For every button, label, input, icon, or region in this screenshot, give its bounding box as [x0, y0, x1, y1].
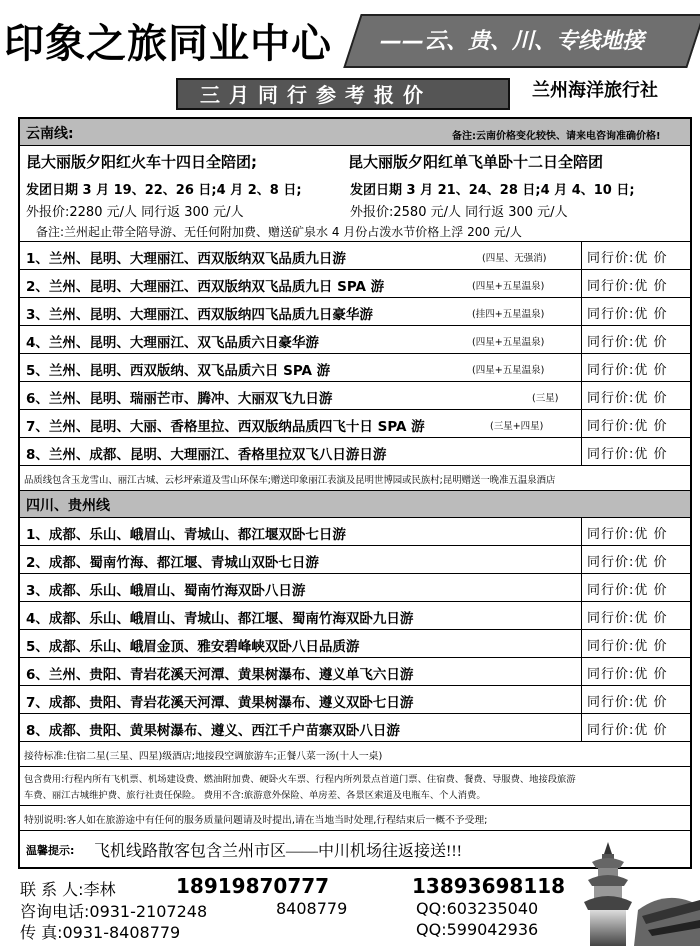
column-divider [581, 546, 582, 573]
column-divider [581, 270, 582, 297]
route-name: 5、成都、乐山、峨眉金顶、雅安碧峰峡双卧八日品质游 [26, 639, 360, 655]
route-tag: (四星+五星温泉) [472, 281, 545, 292]
left-tour-price: 外报价:2280 元/人 同行返 300 元/人 [26, 205, 244, 220]
brand-title: 印象之旅同业中心 [4, 21, 332, 67]
table-row [20, 630, 690, 658]
route-price: 同行价:优 价 [587, 611, 668, 626]
route-price: 同行价:优 价 [587, 639, 668, 654]
group-tour-remark: 备注:兰州起止带全陪导游、无任何附加费、赠送矿泉水 4 月份占泼水节价格上浮 200 元/人 [36, 225, 522, 239]
column-divider [581, 574, 582, 601]
price-table [18, 117, 692, 869]
table-row [20, 438, 690, 466]
route-name: 8、成都、贵阳、黄果树瀑布、遵义、西江千户苗寨双卧八日游 [26, 723, 400, 739]
qq-2: QQ:599042936 [416, 920, 539, 939]
table-row [20, 242, 690, 270]
route-tag: (四星+五星温泉) [472, 337, 545, 348]
sichuan-section-header [20, 491, 690, 518]
subtitle: 三月同行参考报价 [200, 83, 432, 107]
route-name: 8、兰州、成都、昆明、大理丽江、香格里拉双飞八日游日游 [26, 447, 387, 463]
table-row [20, 382, 690, 410]
column-divider [581, 410, 582, 437]
route-price: 同行价:优 价 [587, 279, 668, 294]
table-row [20, 326, 690, 354]
column-divider [581, 602, 582, 629]
column-divider [581, 518, 582, 545]
fee-row [20, 767, 690, 806]
table-row [20, 410, 690, 438]
column-divider [581, 438, 582, 465]
route-price: 同行价:优 价 [587, 723, 668, 738]
route-price: 同行价:优 价 [587, 667, 668, 682]
route-name: 3、成都、乐山、峨眉山、蜀南竹海双卧八日游 [26, 583, 306, 599]
table-row [20, 686, 690, 714]
route-tag: (四星、无强消) [482, 253, 547, 264]
table-row [20, 518, 690, 546]
route-price: 同行价:优 价 [587, 307, 668, 322]
table-row [20, 658, 690, 686]
route-name: 1、成都、乐山、峨眉山、青城山、都江堰双卧七日游 [26, 527, 346, 543]
yunnan-section-note: 备注:云南价格变化较快、请来电咨询准确价格! [452, 131, 661, 142]
route-name: 2、成都、蜀南竹海、都江堰、青城山双卧七日游 [26, 555, 319, 571]
route-price: 同行价:优 价 [587, 363, 668, 378]
column-divider [581, 326, 582, 353]
sichuan-section-title: 四川、贵州线 [26, 498, 110, 514]
tip-text: 飞机线路散客包含兰州市区——中川机场往返接送!!! [94, 843, 462, 860]
table-row [20, 298, 690, 326]
agency-name: 兰州海洋旅行社 [532, 80, 658, 101]
route-name: 1、兰州、昆明、大理丽江、西双版纳双飞品质九日游 [26, 251, 346, 267]
route-name: 7、兰州、昆明、大丽、香格里拉、西双版纳品质四飞十日 SPA 游 [26, 419, 425, 435]
fee-line-1: 包含费用:行程内所有飞机票、机场建设费、燃油附加费、硬卧火车票、行程内所列景点首道门票、住宿费、餐费、导服费、地接段旅游 [24, 774, 576, 785]
route-name: 2、兰州、昆明、大理丽江、西双版纳双飞品质九日 SPA 游 [26, 279, 385, 295]
route-tag: (三星) [532, 393, 559, 404]
consult-phone-2: 8408779 [276, 899, 348, 918]
fee-line-2: 车费、丽江古城维护费、旅行社责任保险。 费用不含:旅游意外保险、单房差、各景区索道及电瓶车、个人消费。 [24, 790, 486, 801]
mobile-2: 13893698118 [412, 874, 566, 898]
left-tour-title: 昆大丽版夕阳红火车十四日全陪团; [26, 153, 258, 171]
route-price: 同行价:优 价 [587, 527, 668, 542]
reception-standard-row [20, 742, 690, 767]
column-divider [581, 658, 582, 685]
route-tag: (四星+五星温泉) [472, 365, 545, 376]
group-tour-block [20, 145, 690, 242]
route-name: 4、成都、乐山、峨眉山、青城山、都江堰、蜀南竹海双卧九日游 [26, 611, 414, 627]
route-tag: (三星+四星) [490, 421, 544, 432]
column-divider [581, 354, 582, 381]
special-note: 特别说明:客人如在旅游途中有任何的服务质量问题请及时提出,请在当地当时处理,行程结束后一概不予受理; [24, 815, 488, 826]
route-price: 同行价:优 价 [587, 251, 668, 266]
route-name: 5、兰州、昆明、西双版纳、双飞品质六日 SPA 游 [26, 363, 331, 379]
route-price: 同行价:优 价 [587, 695, 668, 710]
right-tour-dates: 发团日期 3 月 21、24、28 日;4 月 4、10 日; [350, 183, 635, 198]
route-tag: (挂四+五星温泉) [472, 309, 545, 320]
tagline: ——云、贵、川、专线地接 [380, 29, 645, 54]
column-divider [581, 382, 582, 409]
table-row [20, 270, 690, 298]
route-price: 同行价:优 价 [587, 335, 668, 350]
table-row [20, 602, 690, 630]
route-price: 同行价:优 价 [587, 583, 668, 598]
route-price: 同行价:优 价 [587, 419, 668, 434]
special-note-row [20, 806, 690, 831]
column-divider [581, 630, 582, 657]
column-divider [581, 686, 582, 713]
route-name: 6、兰州、昆明、瑞丽芒市、腾冲、大丽双飞九日游 [26, 391, 333, 407]
quality-note: 品质线包含玉龙雪山、丽江古城、云杉坪索道及雪山环保车;赠送印象丽江表演及昆明世博园或民族村;昆明赠送一晚准五温泉酒店 [24, 475, 556, 486]
consult-phone: 咨询电话:0931-2107248 [20, 902, 208, 921]
table-row [20, 714, 690, 742]
column-divider [581, 298, 582, 325]
route-name: 4、兰州、昆明、大理丽江、双飞品质六日豪华游 [26, 335, 319, 351]
tip-label: 温馨提示: [26, 844, 75, 857]
fax: 传 真:0931-8408779 [20, 923, 181, 942]
route-price: 同行价:优 价 [587, 555, 668, 570]
route-name: 6、兰州、贵阳、青岩花溪天河潭、黄果树瀑布、遵义单飞六日游 [26, 667, 414, 683]
left-tour-dates: 发团日期 3 月 19、22、26 日;4 月 2、8 日; [26, 183, 302, 198]
route-name: 3、兰州、昆明、大理丽江、西双版纳四飞品质九日豪华游 [26, 307, 373, 323]
right-tour-title: 昆大丽版夕阳红单飞单卧十二日全陪团 [348, 153, 604, 171]
qq-1: QQ:603235040 [416, 899, 539, 918]
table-row [20, 354, 690, 382]
route-price: 同行价:优 价 [587, 391, 668, 406]
table-row [20, 546, 690, 574]
route-name: 7、成都、贵阳、青岩花溪天河潭、黄果树瀑布、遵义双卧七日游 [26, 695, 414, 711]
right-tour-price: 外报价:2580 元/人 同行返 300 元/人 [350, 205, 568, 220]
table-row [20, 574, 690, 602]
quality-note-row [20, 466, 690, 491]
route-price: 同行价:优 价 [587, 447, 668, 462]
column-divider [581, 714, 582, 741]
yunnan-section-title: 云南线: [26, 126, 74, 142]
reception-standard: 接待标准:住宿二星(三星、四星)级酒店;地接段空调旅游车;正餐八菜一汤(十人一桌) [24, 751, 383, 762]
column-divider [581, 242, 582, 269]
contact-person: 联 系 人:李林 [20, 880, 116, 899]
temple-illustration [578, 840, 700, 946]
mobile-1: 18919870777 [176, 874, 330, 898]
